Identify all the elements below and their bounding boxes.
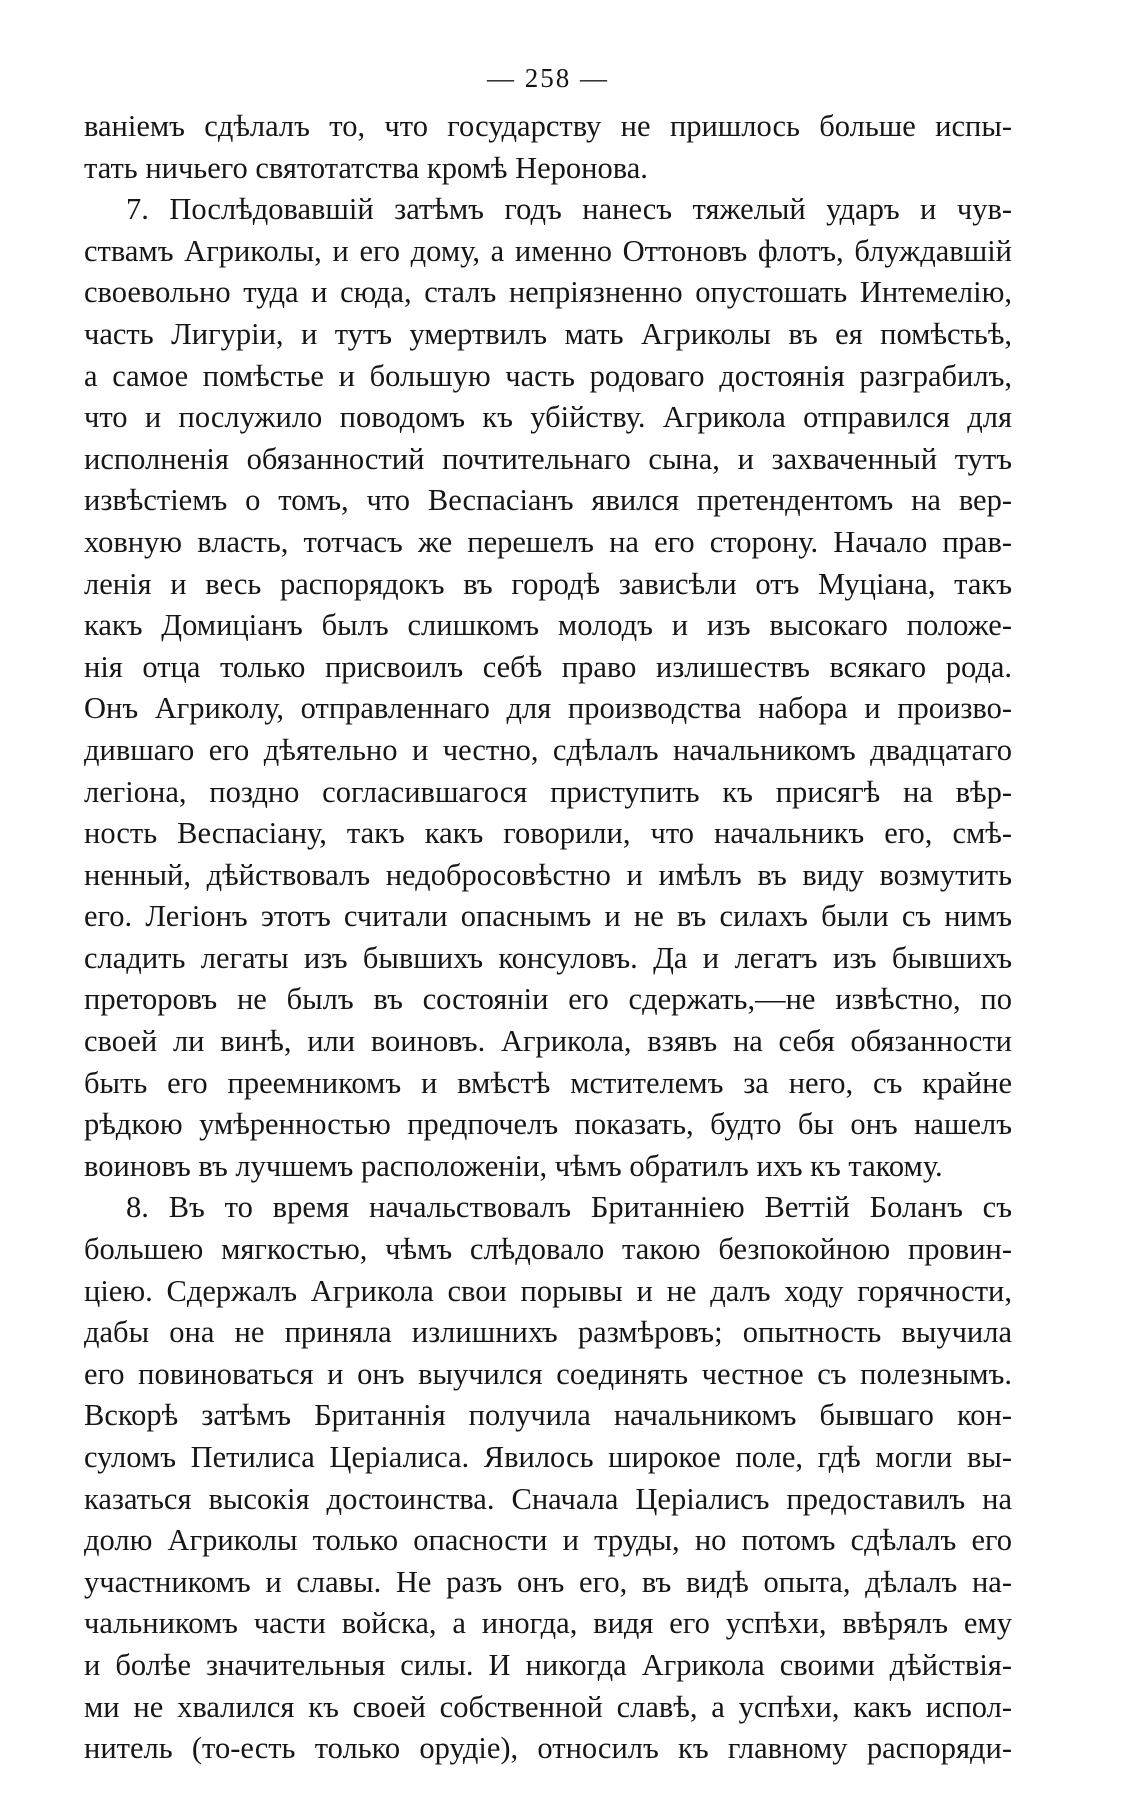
text-line: казаться высокія достоинства. Сначала Церіалисъ предоставилъ на <box>84 1481 1012 1516</box>
text-line: дабы она не приняла излишнихъ размѣровъ; опытность выучила <box>84 1315 1012 1350</box>
text-line: часть Лигуріи, и тутъ умертвилъ мать Агриколы въ ея помѣстьѣ, <box>84 316 1012 351</box>
text-line: суломъ Петилиса Церіалиса. Явилось широкое поле, гдѣ могли вы- <box>84 1440 1012 1474</box>
text-line: и болѣе значительныя силы. И никогда Агрикола своими дѣйствія- <box>84 1647 1012 1682</box>
page-number: — 258 — <box>487 63 609 93</box>
text-line: извѣстіемъ о томъ, что Веспасіанъ явился претендентомъ на вер- <box>84 483 1012 518</box>
document-page <box>84 58 1012 1798</box>
text-line: его. Легіонъ этотъ считали опаснымъ и не въ силахъ были съ нимъ <box>84 899 1012 934</box>
text-line: ми не хвалился къ своей собственной славѣ, а успѣхи, какъ испол- <box>84 1689 1012 1724</box>
text-line: сладить легаты изъ бывшихъ консуловъ. Да и легатъ изъ бывшихъ <box>84 940 1012 975</box>
text-line: ваніемъ сдѣлалъ то, что государству не пришлось больше испы- <box>84 109 1012 143</box>
text-line: чальникомъ части войска, а иногда, видя его успѣхи, ввѣрялъ ему <box>84 1606 1012 1641</box>
paragraph-section-7 <box>84 189 1012 1187</box>
text-line: ствамъ Агриколы, и его дому, а именно Оттоновъ флотъ, блуждавшій <box>84 233 1012 268</box>
text-line: какъ Домиціанъ былъ слишкомъ молодъ и изъ высокаго положе- <box>84 608 1012 643</box>
text-line: ховную власть, тотчасъ же перешелъ на его сторону. Начало прав- <box>84 524 1012 559</box>
text-line: дившаго его дѣятельно и честно, сдѣлалъ начальникомъ двадцатаго <box>84 732 1012 767</box>
text-line: нитель (то-есть только орудіе), относилъ къ главному распоряди- <box>84 1731 1012 1766</box>
text-line: Онъ Агриколу, отправленнаго для производства набора и произво- <box>84 691 1012 726</box>
text-line: ціею. Сдержалъ Агрикола свои порывы и не далъ ходу горячности, <box>84 1273 1012 1308</box>
text-line: тать ничьего святотатства кромѣ Неронова. <box>84 150 648 185</box>
text-line: исполненія обязанностий почтительнаго сына, и захваченный тутъ <box>84 441 1012 476</box>
text-line: быть его преемникомъ и вмѣстѣ мстителемъ за него, съ крайне <box>84 1065 1012 1100</box>
text-line: своевольно туда и сюда, сталъ непріязненно опустошать Интемелію, <box>84 275 1012 310</box>
text-line: участникомъ и славы. Не разъ онъ его, въ видѣ опыта, дѣлалъ на- <box>84 1564 1012 1599</box>
text-line: 8. Въ то время начальствовалъ Британніею Веттій Боланъ съ <box>126 1190 1012 1225</box>
text-line: что и послужило поводомъ къ убійству. Агрикола отправился для <box>84 400 1012 435</box>
text-line: ненный, дѣйствовалъ недобросовѣстно и имѣлъ въ виду возмутить <box>84 857 1012 892</box>
text-line: а самое помѣстье и большую часть родоваго достоянія разграбилъ, <box>84 358 1012 393</box>
text-line: нія отца только присвоилъ себѣ право излишествъ всякаго рода. <box>84 649 1012 684</box>
text-line: рѣдкою умѣренностью предпочелъ показать, будто бы онъ нашелъ <box>84 1107 1012 1142</box>
text-line: воиновъ въ лучшемъ расположеніи, чѣмъ обратилъ ихъ къ такому. <box>84 1148 943 1183</box>
paragraph-continuation <box>84 106 1012 189</box>
text-line: ленія и весь распорядокъ въ городѣ зависѣли отъ Муціана, такъ <box>84 566 1012 601</box>
text-line: долю Агриколы только опасности и труды, но потомъ сдѣлалъ его <box>84 1523 1012 1558</box>
text-line: большею мягкостью, чѣмъ слѣдовало такою безпокойною провин- <box>84 1232 1012 1267</box>
paragraph-section-8 <box>84 1187 1012 1769</box>
text-line: ность Веспасіану, такъ какъ говорили, что начальникъ его, смѣ- <box>84 816 1012 851</box>
text-line: Вскорѣ затѣмъ Британнія получила начальникомъ бывшаго кон- <box>84 1398 1012 1433</box>
text-line: 7. Послѣдовавшій затѣмъ годъ нанесъ тяжелый ударъ и чув- <box>126 192 1012 227</box>
text-line: преторовъ не былъ въ состояніи его сдержать,—не извѣстно, по <box>84 982 1012 1017</box>
text-line: легіона, поздно согласившагося приступить къ присягѣ на вѣр- <box>84 774 1012 809</box>
text-line: его повиноваться и онъ выучился соединять честное съ полезнымъ. <box>84 1356 1012 1391</box>
text-line: своей ли винѣ, или воиновъ. Агрикола, взявъ на себя обязанности <box>84 1024 1012 1059</box>
